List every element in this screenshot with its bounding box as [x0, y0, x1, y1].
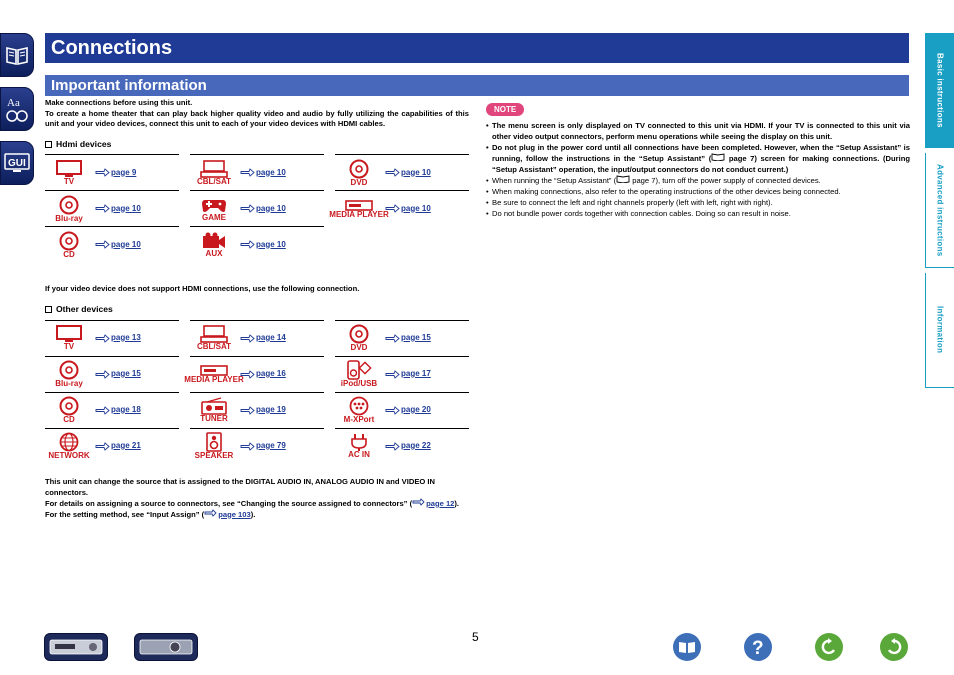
- device-label: TV: [63, 342, 75, 352]
- svg-text:Aa: Aa: [7, 97, 20, 109]
- reference-hand-icon: [95, 370, 110, 379]
- note-list: [486, 120, 910, 219]
- ac-plug-icon: [337, 430, 381, 462]
- note-item: [486, 142, 910, 175]
- device-label: CD: [63, 415, 75, 425]
- forward-button[interactable]: [880, 633, 908, 661]
- device-cell: [335, 154, 469, 190]
- page-reference: [385, 168, 431, 179]
- reference-hand-icon: [95, 406, 110, 415]
- page-reference: [240, 204, 286, 215]
- game-controller-icon: [192, 193, 236, 225]
- page-reference: [385, 333, 431, 344]
- device-cell: [184, 356, 324, 392]
- reference-hand-icon: [204, 509, 218, 517]
- back-arrow-icon: [819, 637, 839, 657]
- device-label: CD: [63, 249, 75, 259]
- text: When running the “Setup Assistant” (: [492, 176, 617, 185]
- section-title: Important information: [45, 75, 909, 96]
- page-link[interactable]: page 15: [111, 368, 141, 378]
- dvd-disc-icon: [337, 322, 381, 354]
- media-player-icon: [329, 193, 389, 225]
- link-page-12[interactable]: page 12: [426, 498, 455, 508]
- reference-hand-icon: [95, 240, 110, 249]
- rear-panel-icon: [139, 637, 193, 657]
- forward-arrow-icon: [884, 637, 904, 657]
- note-badge: NOTE: [486, 103, 524, 116]
- page-link[interactable]: page 15: [401, 332, 431, 342]
- page-link[interactable]: page 10: [111, 239, 141, 249]
- intro-line-1: Make connections before using this unit.: [45, 98, 193, 107]
- note-item: • The menu screen is only displayed on TV connected to this unit via HDMI. If your TV is connected to this unit via other video output connectors, perform menu operations while seeing the display on this unit.: [486, 120, 910, 142]
- note-column: [486, 103, 910, 219]
- no-hdmi-note: If your video device does not support HDMI connections, use the following connection.: [45, 284, 360, 294]
- note-item: • Do not bundle power cords together with connection cables. Doing so can result in noise.: [486, 208, 910, 219]
- reference-hand-icon: [240, 240, 255, 249]
- reference-hand-icon: [240, 204, 255, 213]
- tab-advanced-instructions[interactable]: [925, 153, 954, 268]
- rear-panel-button[interactable]: [134, 633, 198, 661]
- ipod-usb-icon: [337, 358, 381, 390]
- manual-book-button[interactable]: [673, 633, 701, 661]
- svg-text:?: ?: [752, 638, 764, 657]
- page-link[interactable]: page 21: [111, 440, 141, 450]
- page-reference: [95, 369, 141, 380]
- page-reference: [240, 369, 286, 380]
- page-link[interactable]: page 10: [256, 167, 286, 177]
- reference-hand-icon: [240, 334, 255, 343]
- hdmi-device-grid: [45, 154, 469, 262]
- heading-text: Other devices: [56, 303, 113, 314]
- back-button[interactable]: [815, 633, 843, 661]
- reference-hand-icon: [95, 168, 110, 177]
- page-reference: [240, 405, 286, 416]
- m-xport-icon: [337, 394, 381, 426]
- help-button[interactable]: [744, 633, 772, 661]
- tab-label: Advanced instructions: [935, 163, 945, 257]
- page-reference: [240, 333, 286, 344]
- page-link[interactable]: page 10: [256, 239, 286, 249]
- page-link[interactable]: page 10: [401, 203, 431, 213]
- device-cell: [45, 320, 179, 356]
- device-label: GAME: [202, 212, 226, 222]
- book-reference-icon: [616, 175, 630, 183]
- text: For details on assigning a source to connectors, see “Changing the source assigned to connectors” (: [45, 498, 413, 508]
- page-reference: [240, 168, 286, 179]
- reference-hand-icon: [385, 168, 400, 177]
- device-label: M-XPort: [343, 415, 375, 425]
- front-panel-button[interactable]: [44, 633, 108, 661]
- page-reference: [95, 204, 141, 215]
- heading-text: Hdmi devices: [56, 138, 112, 149]
- assign-para-1: This unit can change the source that is assigned to the DIGITAL AUDIO IN, ANALOG AUDIO IN and VIDEO IN connectors.: [45, 476, 435, 497]
- device-label: MEDIA PLAYER: [329, 209, 389, 219]
- reference-hand-icon: [240, 406, 255, 415]
- page-reference: [385, 441, 431, 452]
- page-reference: [240, 240, 286, 251]
- reference-hand-icon: [385, 406, 400, 415]
- device-label: NETWORK: [48, 451, 90, 461]
- page-reference: [385, 369, 431, 380]
- device-cell: [190, 320, 324, 356]
- device-cell: [190, 190, 324, 226]
- assign-para-2: [45, 498, 469, 520]
- page-reference: [95, 333, 141, 344]
- device-cell: [45, 154, 179, 190]
- dvd-disc-icon: [337, 157, 381, 189]
- checkbox-icon: [45, 141, 52, 148]
- page-link[interactable]: page 20: [401, 404, 431, 414]
- device-cell: [190, 392, 324, 428]
- device-label: CBL/SAT: [196, 176, 232, 186]
- device-cell: [45, 190, 179, 226]
- tab-information[interactable]: [925, 273, 954, 388]
- page-link[interactable]: page 16: [256, 368, 286, 378]
- cable-satellite-icon: [192, 157, 236, 189]
- gui-icon[interactable]: [0, 141, 34, 185]
- text: Do not plug in the power cord until all connections have been completed. However, when the “Setup Assistant” is running, follow the instructions in the “Setup Assistant” (: [492, 143, 910, 163]
- note-item: • Be sure to connect the left and right channels properly (left with left, right with right).: [486, 197, 910, 208]
- device-label: CBL/SAT: [196, 342, 232, 352]
- network-globe-icon: [47, 430, 91, 462]
- device-label: TUNER: [200, 414, 228, 424]
- device-cell: [45, 356, 179, 392]
- note-item: [486, 175, 910, 186]
- page-link[interactable]: page 9: [111, 167, 137, 177]
- reference-hand-icon: [385, 442, 400, 451]
- device-label: AUX: [205, 248, 223, 258]
- tab-basic-instructions[interactable]: [925, 33, 954, 148]
- page-reference: [95, 405, 141, 416]
- device-cell: [190, 226, 324, 262]
- device-label: MEDIA PLAYER: [184, 375, 244, 385]
- reference-hand-icon: [385, 334, 400, 343]
- device-cell: [329, 190, 469, 226]
- reference-hand-icon: [95, 442, 110, 451]
- svg-text:GUI: GUI: [8, 158, 26, 169]
- left-column: [45, 98, 469, 520]
- aux-camcorder-icon: [192, 229, 236, 261]
- cd-disc-icon: [47, 394, 91, 426]
- page-link[interactable]: page 18: [111, 404, 141, 414]
- link-page-103[interactable]: page 103: [218, 509, 251, 519]
- speaker-icon: [192, 430, 236, 462]
- note-item: • When making connections, also refer to the operating instructions of the other devices being connected.: [486, 186, 910, 197]
- tab-label: Information: [935, 306, 945, 354]
- bluray-disc-icon: [47, 193, 91, 225]
- reference-hand-icon: [95, 204, 110, 213]
- book-icon: [677, 639, 697, 655]
- page-link[interactable]: page 13: [111, 332, 141, 342]
- other-device-grid: [45, 320, 469, 464]
- page-link[interactable]: page 79: [256, 440, 286, 450]
- device-cell: [190, 428, 324, 464]
- cable-satellite-icon: [192, 322, 236, 354]
- tuner-radio-icon: [192, 394, 236, 426]
- intro-text: [45, 98, 469, 130]
- device-label: iPod/USB: [340, 379, 378, 389]
- question-mark-icon: [749, 637, 767, 657]
- device-label: SPEAKER: [194, 451, 234, 461]
- book-reference-icon: [711, 153, 725, 161]
- empty-cell: [335, 226, 469, 262]
- device-cell: [45, 226, 179, 262]
- reference-hand-icon: [240, 370, 255, 379]
- reference-hand-icon: [95, 334, 110, 343]
- device-cell: [335, 392, 469, 428]
- page-link[interactable]: page 22: [401, 440, 431, 450]
- chapter-tabs: [925, 33, 954, 388]
- tv-icon: [47, 322, 91, 354]
- tv-icon: [47, 157, 91, 189]
- device-cell: [335, 428, 469, 464]
- contents-book-icon[interactable]: [0, 33, 34, 77]
- device-cell: [335, 320, 469, 356]
- bluray-disc-icon: [47, 358, 91, 390]
- left-icon-rail: [0, 33, 36, 195]
- other-devices-heading: [45, 304, 469, 315]
- device-label: DVD: [350, 343, 368, 353]
- source-assign-text: [45, 476, 469, 520]
- cd-disc-icon: [47, 229, 91, 261]
- page-link[interactable]: page 19: [256, 404, 286, 414]
- text: ).: [250, 509, 256, 519]
- device-cell: [45, 392, 179, 428]
- reference-hand-icon: [385, 204, 400, 213]
- checkbox-icon: [45, 306, 52, 313]
- device-label: DVD: [350, 177, 368, 187]
- front-panel-icon: [49, 637, 103, 657]
- page-link[interactable]: page 14: [256, 332, 286, 342]
- page-reference: [95, 441, 141, 452]
- reference-hand-icon: [240, 168, 255, 177]
- intro-line-2: To create a home theater that can play back higher quality video and audio by fully utilizing the capabilities of this unit and your video devices, connect this unit to each of your video devices with HDMI cables.: [45, 108, 469, 129]
- page-reference: [95, 240, 141, 251]
- page-reference: [95, 168, 136, 179]
- device-cell: [45, 428, 179, 464]
- index-aa-icon[interactable]: [0, 87, 34, 131]
- page-link[interactable]: page 17: [401, 368, 431, 378]
- reference-hand-icon: [412, 498, 426, 506]
- page-reference: [385, 204, 431, 215]
- page-reference: [240, 441, 286, 452]
- hdmi-devices-heading: [45, 139, 469, 150]
- page-link[interactable]: page 10: [256, 203, 286, 213]
- device-label: Blu-ray: [55, 213, 83, 223]
- text: ). For the setting method, see “Input Assign” (: [45, 498, 460, 519]
- device-cell: [190, 154, 324, 190]
- device-label: TV: [63, 176, 75, 186]
- reference-hand-icon: [385, 370, 400, 379]
- device-label: AC IN: [348, 450, 370, 460]
- page-link[interactable]: page 10: [111, 203, 141, 213]
- text: page 7) screen for making connections. (During “Setup Assistant” operation, the input/output connectors do not conduct current.): [492, 154, 910, 174]
- reference-hand-icon: [240, 442, 255, 451]
- page-link[interactable]: page 10: [401, 167, 431, 177]
- text: page 7), turn off the power supply of connected devices.: [630, 176, 821, 185]
- media-player-icon: [184, 358, 244, 390]
- device-label: Blu-ray: [55, 379, 83, 389]
- page-reference: [385, 405, 431, 416]
- device-cell: [335, 356, 469, 392]
- page-title: Connections: [45, 33, 909, 63]
- page-number: 5: [472, 630, 479, 644]
- tab-label: Basic instructions: [935, 53, 945, 128]
